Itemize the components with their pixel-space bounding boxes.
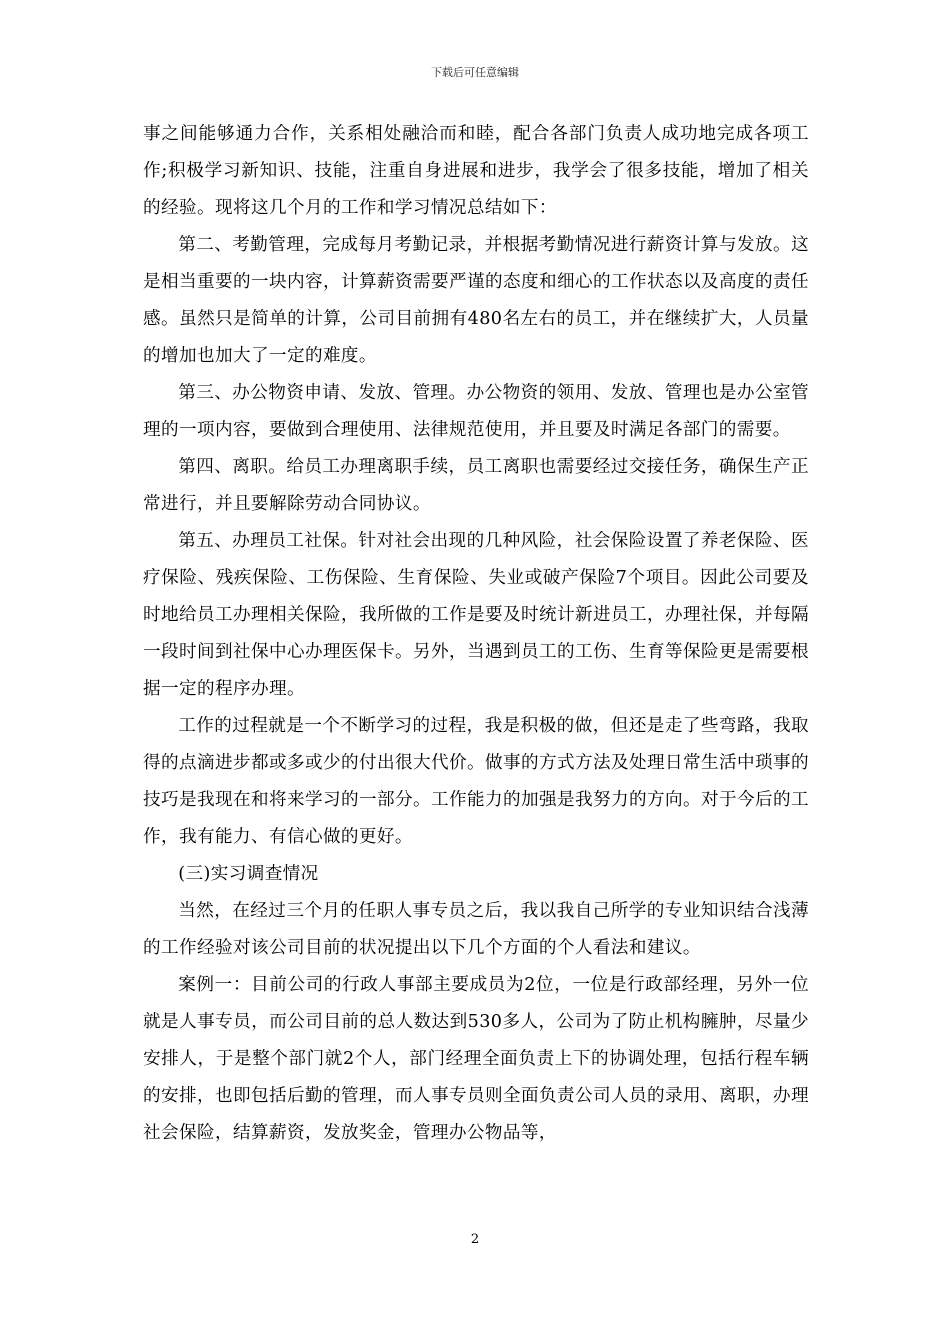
document-body	[143, 116, 809, 1152]
body-paragraph: 案例一：目前公司的行政人事部主要成员为2位，一位是行政部经理，另外一位就是人事专员，而公司目前的总人数达到530多人，公司为了防止机构臃肿，尽量少安排人，于是整个部门就2个人，部门经理全面负责上下的协调处理，包括行程车辆的安排，也即包括后勤的管理，而人事专员则全面负责公司人员的录用、离职，办理社会保险，结算薪资，发放奖金，管理办公物品等，	[143, 975, 809, 1143]
body-paragraph: 事之间能够通力合作，关系相处融洽而和睦，配合各部门负责人成功地完成各项工作;积极学习新知识、技能，注重自身进展和进步，我学会了很多技能，增加了相关的经验。现将这几个月的工作和学习情况总结如下：	[143, 124, 809, 218]
page-number: 2	[470, 1232, 480, 1247]
body-paragraph: 第二、考勤管理，完成每月考勤记录，并根据考勤情况进行薪资计算与发放。这是相当重要的一块内容，计算薪资需要严谨的态度和细心的工作状态以及高度的责任感。虽然只是简单的计算，公司目前拥有480名左右的员工，并在继续扩大，人员量的增加也加大了一定的难度。	[143, 235, 809, 366]
body-paragraph: 工作的过程就是一个不断学习的过程，我是积极的做，但还是走了些弯路，我取得的点滴进步都或多或少的付出很大代价。做事的方式方法及处理日常生活中琐事的技巧是我现在和将来学习的一部分。工作能力的加强是我努力的方向。对于今后的工作，我有能力、有信心做的更好。	[143, 716, 809, 847]
page-header: 下载后可任意编辑	[431, 66, 519, 79]
body-paragraph: 当然，在经过三个月的任职人事专员之后，我以我自己所学的专业知识结合浅薄的工作经验对该公司目前的状况提出以下几个方面的个人看法和建议。	[143, 901, 809, 958]
body-paragraph: 第三、办公物资申请、发放、管理。办公物资的领用、发放、管理也是办公室管理的一项内容，要做到合理使用、法律规范使用，并且要及时满足各部门的需要。	[143, 383, 809, 440]
body-paragraph: 第四、离职。给员工办理离职手续，员工离职也需要经过交接任务，确保生产正常进行，并且要解除劳动合同协议。	[143, 457, 809, 514]
body-paragraph: 第五、办理员工社保。针对社会出现的几种风险，社会保险设置了养老保险、医疗保险、残疾保险、工伤保险、生育保险、失业或破产保险7个项目。因此公司要及时地给员工办理相关保险，我所做的工作是要及时统计新进员工，办理社保，并每隔一段时间到社保中心办理医保卡。另外，当遇到员工的工伤、生育等保险更是需要根据一定的程序办理。	[143, 531, 809, 699]
section-heading: (三)实习调查情况	[178, 864, 319, 884]
